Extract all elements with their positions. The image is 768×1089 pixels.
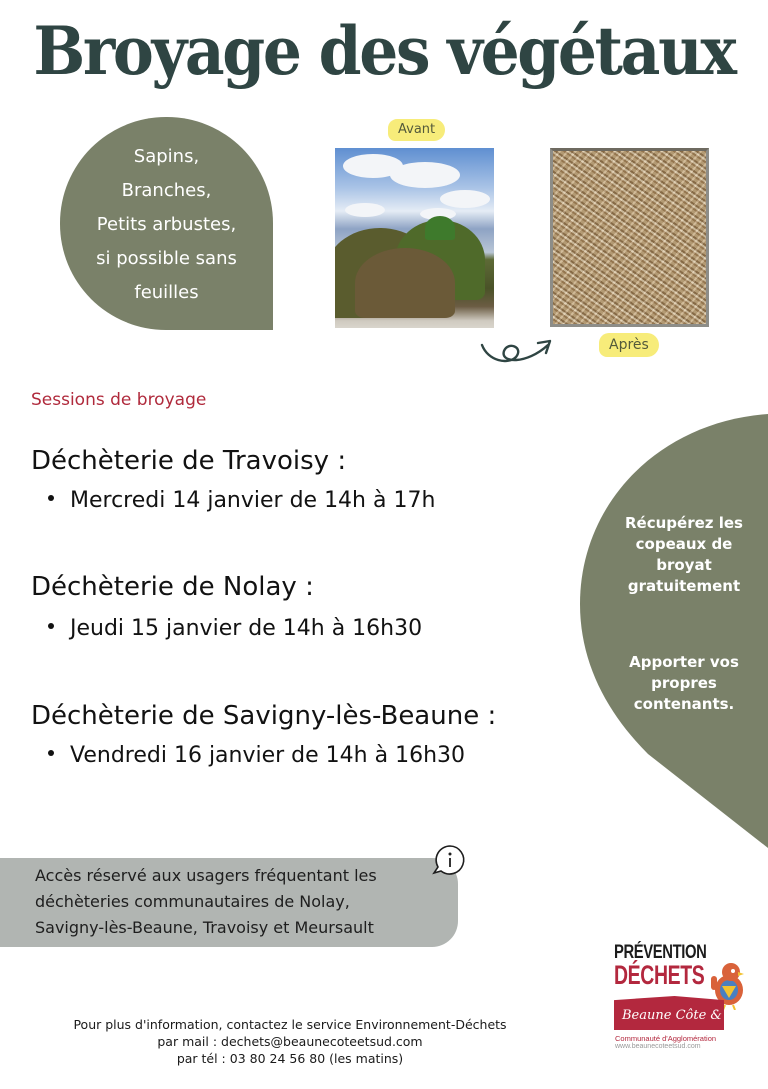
footer-phone: par tél : 03 80 24 56 80 (les matins) <box>176 1051 404 1066</box>
bullet-icon <box>48 750 54 756</box>
accepted-items-text <box>96 138 237 310</box>
site-name: Déchèterie de Travoisy : <box>31 446 347 476</box>
access-notice-line: Savigny-lès-Beaune, Travoisy et Meursault <box>35 918 374 937</box>
side-note-line: Apporter vos <box>629 653 739 671</box>
before-photo <box>335 148 494 328</box>
session-slot-text: Vendredi 16 janvier de 14h à 16h30 <box>70 743 466 768</box>
side-notes-blob <box>578 414 768 848</box>
footer-email[interactable]: par mail : dechets@beaunecoteetsud.com <box>157 1034 423 1049</box>
session-slot <box>48 486 435 516</box>
bullet-icon <box>48 495 54 501</box>
accepted-items-blob <box>60 117 273 330</box>
session-slot <box>48 614 422 644</box>
footer-line: Pour plus d'information, contactez le service Environnement-Déchets <box>73 1017 507 1032</box>
side-note-line: contenants. <box>633 695 735 713</box>
before-label: Avant <box>388 119 445 141</box>
contact-footer <box>40 1016 540 1067</box>
access-notice-text <box>35 863 435 941</box>
accepted-item: Sapins, <box>133 145 200 167</box>
accepted-item: feuilles <box>134 281 199 303</box>
accepted-item: Branches, <box>121 179 212 201</box>
site-name: Déchèterie de Savigny-lès-Beaune : <box>31 701 497 731</box>
prevention-dechets-logo <box>612 942 762 1062</box>
after-label: Après <box>599 333 659 357</box>
logo-line: DÉCHETS <box>614 960 705 990</box>
accepted-item: Petits arbustes, <box>96 213 237 235</box>
side-note-line: Récupérez les <box>625 514 743 532</box>
logo-line: Communauté d'Agglomération <box>615 1034 717 1043</box>
logo-line: PRÉVENTION <box>614 942 707 963</box>
info-bubble-icon <box>430 843 468 877</box>
logo-url: www.beaunecoteetsud.com <box>615 1043 701 1050</box>
session-slot-text: Jeudi 15 janvier de 14h à 16h30 <box>70 616 423 641</box>
curved-arrow-icon <box>478 335 556 373</box>
page-title: Broyage des végétaux <box>33 12 735 90</box>
access-notice-line: déchèteries communautaires de Nolay, <box>35 892 350 911</box>
bullet-icon <box>48 623 54 629</box>
sessions-heading: Sessions de broyage <box>31 390 207 410</box>
side-note-line: copeaux de <box>635 535 733 553</box>
accepted-item: si possible sans <box>96 247 237 269</box>
session-slot-text: Mercredi 14 janvier de 14h à 17h <box>70 488 436 513</box>
side-note-chips <box>600 513 768 597</box>
site-name: Déchèterie de Nolay : <box>31 572 314 602</box>
side-note-line: propres <box>651 674 717 692</box>
session-slot <box>48 741 465 771</box>
side-note-line: broyat <box>656 556 712 574</box>
access-notice-line: Accès réservé aux usagers fréquentant les <box>35 866 377 885</box>
logo-band-text: Beaune Côte & Sud <box>622 1008 752 1023</box>
side-note-line: gratuitement <box>627 577 741 595</box>
after-photo <box>550 148 709 327</box>
side-note-containers <box>600 652 768 715</box>
